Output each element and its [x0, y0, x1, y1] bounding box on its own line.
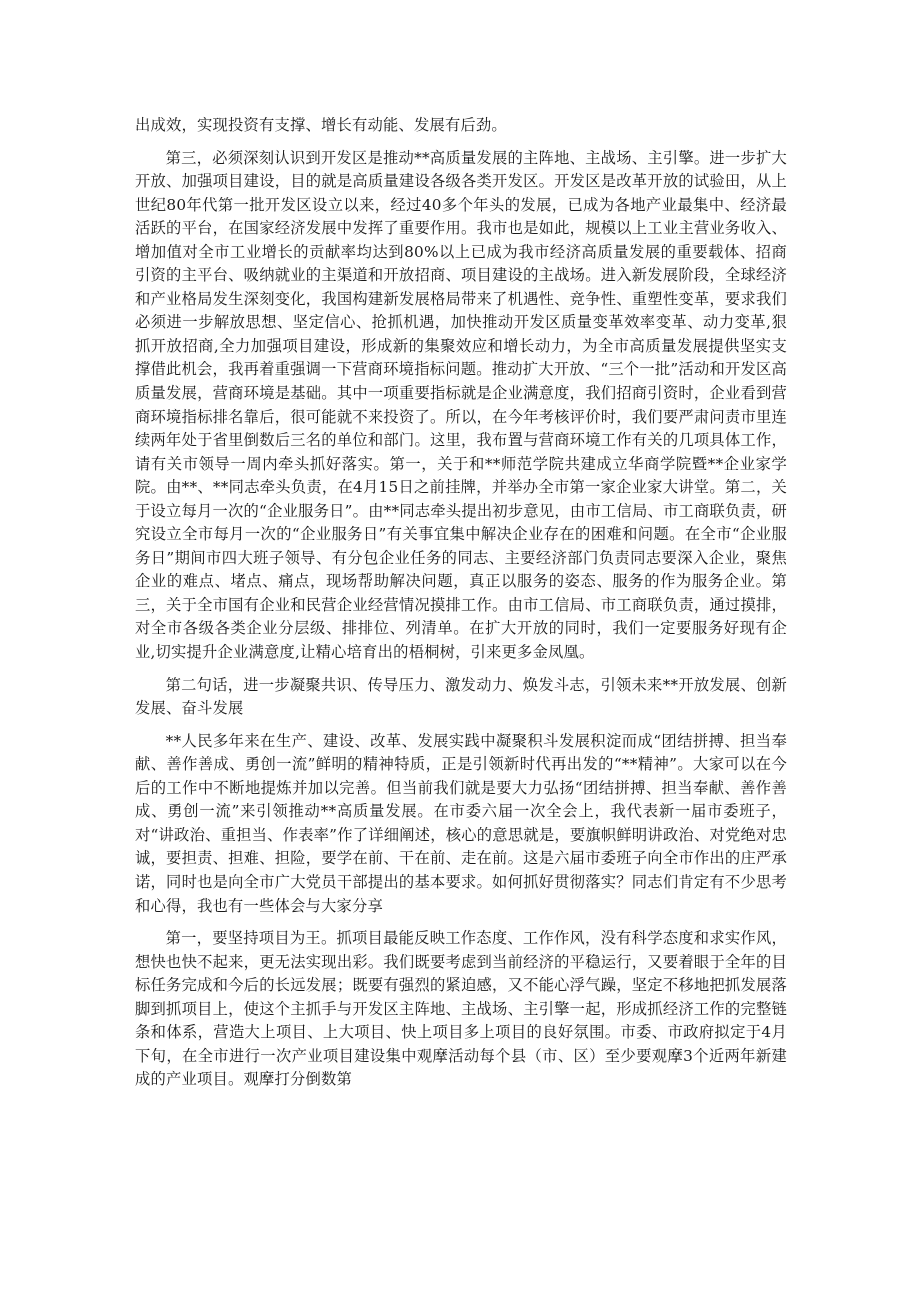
paragraph-continuation: 出成效，实现投资有支撑、增长有动能、发展有后劲。	[135, 116, 507, 134]
paragraph-spirit: **人民多年来在生产、建设、改革、发展实践中凝聚积斗发展积淀而成“团结拼搏、担当奉献、善作善成、勇创一流”鲜明的精神特质，正是引领新时代再出发的“**精神”。大家可以在今后的工作中不断地提炼并加以完善。但当前我们就是要大力弘扬“团结拼搏、担当奉献、善作善成、勇创一流”来引领推动**高质量发展。在市委六届一次全会上，我代表新一届市委班子，对“讲政治、重担当、作表率”作了详细阐述，核心的意思就是，要旗帜鲜明讲政治、对党绝对忠诚，要担责、担难、担险，要学在前、干在前、走在前。这是六届市委班子向全市作出的庄严承诺，同时也是向全市广大党员干部提出的基本要求。如何抓好贯彻落实？同志们肯定有不少思考和心得，我也有一些体会与大家分享	[135, 731, 787, 915]
paragraph-project-first: 第一，要坚持项目为王。抓项目最能反映工作态度、工作作风，没有科学态度和求实作风，想快也快不起来，更无法实现出彩。我们既要考虑到当前经济的平稳运行，又要着眼于全年的目标任务完成和今后的长远发展；既要有强烈的紧迫感，又不能心浮气躁，坚定不移地把抓发展落脚到抓项目上，使这个主抓手与开发区主阵地、主战场、主引擎一起，形成抓经济工作的完整链条和体系，营造大上项目、上大项目、快上项目多上项目的良好氛围。市委、市政府拟定于4月下旬，在全市进行一次产业项目建设集中观摩活动每个县（市、区）至少要观摩3个近两年新建成的产业项目。观摩打分倒数第	[135, 929, 787, 1089]
document-body	[135, 114, 787, 1101]
paragraph-second-sentence-heading: 第二句话，进一步凝聚共识、传导压力、激发动力、焕发斗志，引领未来**开放发展、创新发展、奋斗发展	[135, 675, 787, 718]
paragraph-third-point: 第三，必须深刻认识到开发区是推动**高质量发展的主阵地、主战场、主引擎。进一步扩大开放、加强项目建设，目的就是高质量建设各级各类开发区。开发区是改革开放的试验田，从上世纪80年代第一批开发区设立以来，经过40多个年头的发展，已成为各地产业最集中、经济最活跃的平台，在国家经济发展中发挥了重要作用。我市也是如此，规模以上工业主营业务收入、增加值对全市工业增长的贡献率均达到80%以上已成为我市经济高质量发展的重要载体、招商引资的主平台、吸纳就业的主渠道和开放招商、项目建设的主战场。进入新发展阶段，全球经济和产业格局发生深刻变化，我国构建新发展格局带来了机遇性、竞争性、重塑性变革，要求我们必须进一步解放思想、坚定信心、抢抓机遇，加快推动开发区质量变革效率变革、动力变革,狠抓开放招商,全力加强项目建设，形成新的集聚效应和增长动力，为全市高质量发展提供坚实支撑借此机会，我再着重强调一下营商环境指标问题。推动扩大开放、“三个一批”活动和开发区高质量发展，营商环境是基础。其中一项重要指标就是企业满意度，我们招商引资时，企业看到营商环境指标排名靠后，很可能就不来投资了。所以，在今年考核评价时，我们要严肃问责市里连续两年处于省里倒数后三名的单位和部门。这里，我布置与营商环境工作有关的几项具体工作，请有关市领导一周内牵头抓好落实。第一，关于和**师范学院共建成立华商学院暨**企业家学院。由**、**同志牵头负责，在4月15日之前挂牌，并举办全市第一家企业家大讲堂。第二，关于设立每月一次的“企业服务日”。由**同志牵头提出初步意见，由市工信局、市工商联负责，研究设立全市每月一次的“企业服务日”有关事宜集中解决企业存在的困难和问题。在全市“企业服务日”期间市四大班子领导、有分包企业任务的同志、主要经济部门负责同志要深入企业，聚焦企业的难点、堵点、痛点，现场帮助解决问题，真正以服务的姿态、服务的作为服务企业。第三，关于全市国有企业和民营企业经营情况摸排工作。由市工信局、市工商联负责，通过摸排，对全市各级各类企业分层级、排排位、列清单。在扩大开放的同时，我们一定要服务好现有企业,切实提升企业满意度,让精心培育出的梧桐树，引来更多金凤凰。	[135, 148, 787, 662]
